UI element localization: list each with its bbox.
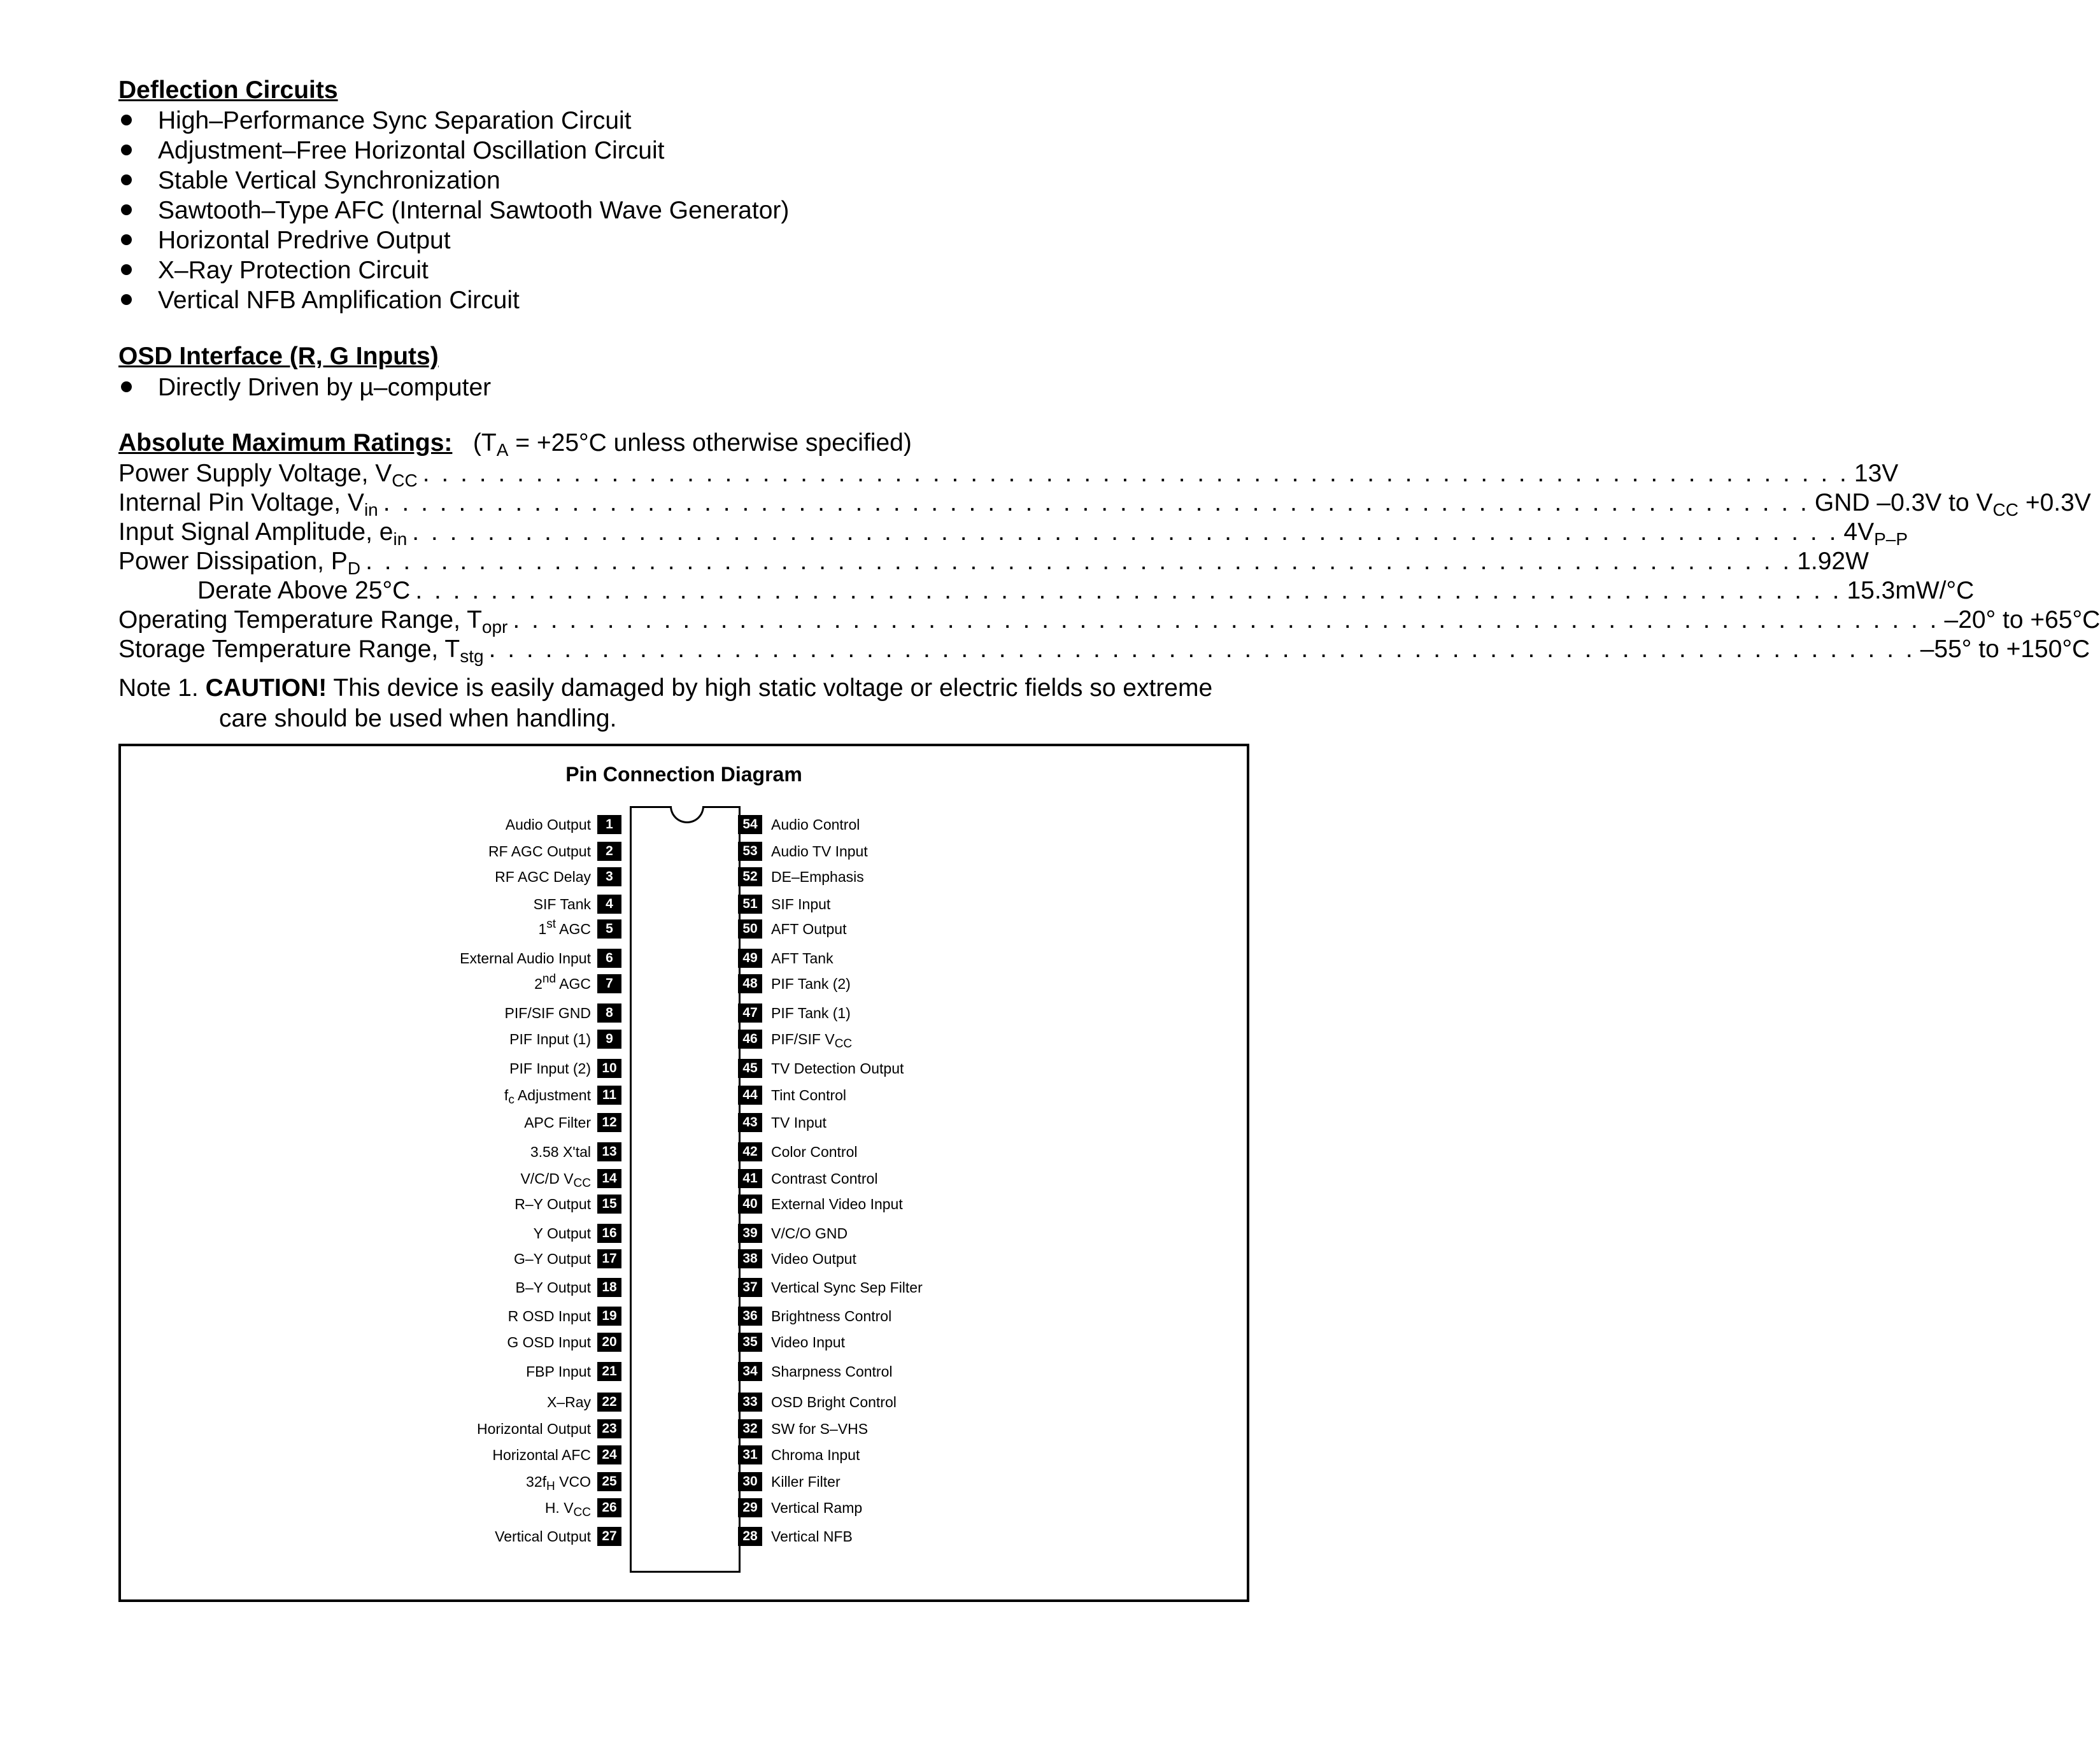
pin-18: [516, 1278, 622, 1297]
pin-label: Audio Output: [505, 816, 591, 833]
pin-label: Y Output: [533, 1224, 591, 1242]
pin-number: 36: [738, 1307, 762, 1326]
pin-label: AFT Output: [771, 920, 847, 937]
pin-label: SIF Input: [771, 895, 831, 912]
pin-label: PIF Tank (1): [771, 1004, 851, 1021]
pin-52: [738, 867, 864, 886]
pin-label: Video Output: [771, 1250, 856, 1267]
pin-number: 39: [738, 1224, 762, 1243]
bullet-icon: [121, 174, 132, 185]
pin-46: [738, 1030, 852, 1049]
pin-label: Audio Control: [771, 816, 860, 833]
pin-number: 23: [597, 1419, 621, 1438]
bullet-icon: [121, 115, 132, 125]
pin-number: 35: [738, 1333, 762, 1352]
pin-53: [738, 842, 868, 861]
pin-40: [738, 1195, 903, 1214]
pin-number: 2: [597, 842, 621, 861]
pin-number: 13: [597, 1142, 621, 1161]
pin-19: [508, 1307, 621, 1326]
pin-49: [738, 949, 834, 968]
pin-number: 45: [738, 1059, 762, 1078]
leader-dots: . . . . . . . . . . . . . . . . . . . . . . . . . . . . . . . . . . . . . . . . . . . . . . . . . . . . . . . . . . . . . . . . . . . . . . . . . . . .: [415, 577, 1842, 604]
pin-label: Color Control: [771, 1143, 858, 1160]
pin-number: 16: [597, 1224, 621, 1243]
pin1-notch-icon: [670, 806, 704, 823]
ratings-condition: ($T_A = +25^\circ C$ unless otherwise specified): [472, 429, 912, 460]
pin-47: [738, 1003, 851, 1023]
pin-4: [534, 895, 621, 914]
pin-number: 33: [738, 1393, 762, 1412]
pin-number: 19: [597, 1307, 621, 1326]
list-item: High–Performance Sync Separation Circuit: [118, 106, 789, 136]
list-item: X–Ray Protection Circuit: [118, 255, 789, 285]
pin-label: B–Y Output: [515, 1279, 591, 1296]
pin-number: 42: [738, 1142, 762, 1161]
pin-number: 37: [738, 1278, 762, 1297]
ratings-heading-line: [118, 429, 912, 460]
bullet-icon: [121, 294, 132, 305]
pin-number: 31: [738, 1445, 762, 1464]
pin-label: SW for S–VHS: [771, 1420, 869, 1437]
pin-number: 52: [738, 867, 762, 886]
pin-1: [506, 815, 621, 834]
pin-label: RF AGC Delay: [495, 868, 591, 885]
pin-number: 48: [738, 974, 762, 993]
pin-41: [738, 1169, 877, 1188]
pin-label: G–Y Output: [513, 1250, 591, 1267]
pin-23: [477, 1419, 621, 1438]
pin-label: APC Filter: [524, 1114, 591, 1131]
pin-number: 47: [738, 1003, 762, 1023]
pin-number: 46: [738, 1030, 762, 1049]
pin-28: [738, 1527, 853, 1546]
pin-label: Brightness Control: [771, 1307, 892, 1324]
pin-number: 14: [597, 1169, 621, 1188]
pin-27: [495, 1527, 621, 1546]
pin-43: [738, 1113, 827, 1132]
bullet-icon: [121, 234, 132, 245]
pin-15: [514, 1195, 621, 1214]
pin-number: 50: [738, 919, 762, 939]
pin-31: [738, 1445, 860, 1464]
list-item: Vertical NFB Amplification Circuit: [118, 285, 789, 315]
rating-row-operating-temp: Operating Temperature Range, $T_{opr}$ . . . . . . . . . . . . . . . . . . . . . . . . . . . . . . . . . . . . . . . . . . . . . . . . . . . . . . . . . . . . . . . . . . . . . . . . . . . . –20° to +65°C: [118, 606, 2100, 637]
pin-34: [738, 1362, 893, 1381]
pin-label: Horizontal Output: [477, 1420, 591, 1437]
pin-number: 40: [738, 1195, 762, 1214]
pin-12: [524, 1113, 621, 1132]
pin-number: 41: [738, 1169, 762, 1188]
pin-label: TV Input: [771, 1114, 827, 1131]
leader-dots: . . . . . . . . . . . . . . . . . . . . . . . . . . . . . . . . . . . . . . . . . . . . . . . . . . . . . . . . . . . . . . . . . . . . . . . . . . . .: [365, 548, 1792, 575]
pin-label: 1st AGC: [538, 917, 591, 937]
pin-label: Killer Filter: [771, 1473, 841, 1490]
list-item: Adjustment–Free Horizontal Oscillation Circuit: [118, 136, 789, 166]
bullet-icon: [121, 381, 132, 392]
pin-48: [738, 974, 851, 993]
leader-dots: . . . . . . . . . . . . . . . . . . . . . . . . . . . . . . . . . . . . . . . . . . . . . . . . . . . . . . . . . . . . . . . . . . . . . . . . . . . .: [488, 635, 1915, 663]
pin-number: 15: [597, 1195, 621, 1214]
pin-number: 1: [597, 815, 621, 834]
pin-number: 9: [597, 1030, 621, 1049]
rating-row-derate: Derate Above 25°C . . . . . . . . . . . . . . . . . . . . . . . . . . . . . . . . . . . . . . . . . . . . . . . . . . . . . . . . . . . . . . . . . . . . . . . . . . . . 15.3mW/°C: [197, 577, 1975, 604]
pin-22: [547, 1393, 621, 1412]
bullet-icon: [121, 145, 132, 155]
bullet-icon: [121, 204, 132, 215]
pin-label: R OSD Input: [507, 1307, 591, 1324]
pin-number: 5: [597, 919, 621, 939]
pin-3: [495, 867, 621, 886]
pin-connection-diagram: [118, 744, 1249, 1602]
list-item: Stable Vertical Synchronization: [118, 166, 789, 195]
pin-number: 26: [597, 1498, 621, 1517]
rating-row-power-dissipation: Power Dissipation, $P_D$ . . . . . . . . . . . . . . . . . . . . . . . . . . . . . . . . . . . . . . . . . . . . . . . . . . . . . . . . . . . . . . . . . . . . . . . . . . . . 1.92W: [118, 548, 1869, 578]
caution-label: CAUTION!: [205, 674, 327, 702]
bullet-icon: [121, 264, 132, 275]
deflection-heading: Deflection Circuits: [118, 76, 338, 104]
pin-26: [545, 1498, 621, 1517]
pin-number: 32: [738, 1419, 762, 1438]
pin-6: [460, 949, 621, 968]
pin-number: 11: [597, 1086, 621, 1105]
pin-number: 54: [738, 815, 762, 834]
pin-label: V/C/O GND: [771, 1224, 848, 1242]
pin-54: [738, 815, 860, 834]
pin-number: 8: [597, 1003, 621, 1023]
leader-dots: . . . . . . . . . . . . . . . . . . . . . . . . . . . . . . . . . . . . . . . . . . . . . . . . . . . . . . . . . . . . . . . . . . . . . . . . . . . .: [412, 518, 1839, 546]
pin-label: FBP Input: [526, 1363, 591, 1380]
pin-label: Contrast Control: [771, 1170, 878, 1187]
leader-dots: . . . . . . . . . . . . . . . . . . . . . . . . . . . . . . . . . . . . . . . . . . . . . . . . . . . . . . . . . . . . . . . . . . . . . . . . . . . .: [422, 460, 1849, 487]
pin-number: 49: [738, 949, 762, 968]
pin-label: Audio TV Input: [771, 842, 868, 860]
pin-label: $f_c$ Adjustment: [504, 1086, 591, 1107]
rating-row-power-supply: Power Supply Voltage, $V_{CC}$ . . . . . . . . . . . . . . . . . . . . . . . . . . . . . . . . . . . . . . . . . . . . . . . . . . . . . . . . . . . . . . . . . . . . . . . . . . . . 13V: [118, 460, 1899, 490]
pin-number: 18: [597, 1278, 621, 1297]
pin-44: [738, 1086, 846, 1105]
pin-label: PIF Input (2): [509, 1060, 591, 1077]
pin-24: [492, 1445, 621, 1464]
pin-10: [509, 1059, 621, 1078]
pin-label: V/C/D $V_{CC}$: [520, 1170, 591, 1190]
pin-number: 21: [597, 1362, 621, 1381]
pin-11: [504, 1086, 621, 1105]
pin-number: 30: [738, 1472, 762, 1491]
pin-51: [738, 895, 830, 914]
pin-20: [507, 1333, 621, 1352]
pin-label: DE–Emphasis: [771, 868, 864, 885]
pin-number: 20: [597, 1333, 621, 1352]
pin-label: Vertical Sync Sep Filter: [771, 1279, 923, 1296]
pin-17: [514, 1249, 621, 1268]
pin-number: 25: [597, 1472, 621, 1491]
pin-label: Video Input: [771, 1333, 845, 1350]
osd-list: [118, 372, 491, 402]
pin-5: [538, 919, 621, 939]
pin-number: 34: [738, 1362, 762, 1381]
pin-label: 3.58 X'tal: [530, 1143, 591, 1160]
pin-50: [738, 919, 846, 939]
pin-label: Vertical Output: [495, 1528, 591, 1545]
deflection-list: [118, 106, 789, 315]
pin-label: OSD Bright Control: [771, 1393, 897, 1410]
pin-number: 12: [597, 1113, 621, 1132]
pin-label: PIF/SIF GND: [504, 1004, 591, 1021]
pin-label: External Audio Input: [460, 949, 591, 967]
pin-16: [534, 1224, 621, 1243]
pin-label: Chroma Input: [771, 1446, 860, 1463]
pin-number: 22: [597, 1393, 621, 1412]
pin-number: 51: [738, 895, 762, 914]
osd-heading: OSD Interface (R, G Inputs): [118, 343, 439, 370]
pin-label: Vertical Ramp: [771, 1499, 863, 1516]
pin-label: External Video Input: [771, 1195, 903, 1212]
list-item: Horizontal Predrive Output: [118, 225, 789, 255]
pin-number: 38: [738, 1249, 762, 1268]
pin-label: H. $V_{CC}$: [544, 1499, 591, 1519]
pin-number: 28: [738, 1527, 762, 1546]
pin-33: [738, 1393, 897, 1412]
pin-2: [488, 842, 621, 861]
pin-number: 53: [738, 842, 762, 861]
rating-row-storage-temp: Storage Temperature Range, $T_{stg}$ . . . . . . . . . . . . . . . . . . . . . . . . . . . . . . . . . . . . . . . . . . . . . . . . . . . . . . . . . . . . . . . . . . . . . . . . . . . . –55° to +150°C: [118, 635, 2090, 666]
pin-number: 29: [738, 1498, 762, 1517]
pin-45: [738, 1059, 904, 1078]
pin-label: Sharpness Control: [771, 1363, 893, 1380]
caution-note-cont: care should be used when handling.: [219, 705, 617, 732]
pin-label: SIF Tank: [533, 895, 591, 912]
pin-label: 2nd AGC: [534, 972, 591, 992]
rating-row-input-signal: Input Signal Amplitude, $e_{in}$ . . . . . . . . . . . . . . . . . . . . . . . . . . . . . . . . . . . . . . . . . . . . . . . . . . . . . . . . . . . . . . . . . . . . . . . . . . . . $4V_{P-P}$: [118, 518, 1908, 549]
ic-package: [630, 806, 741, 1573]
pin-7: [534, 974, 621, 993]
ratings-heading: Absolute Maximum Ratings:: [118, 429, 453, 457]
pin-number: 17: [597, 1249, 621, 1268]
pin-29: [738, 1498, 862, 1517]
pin-8: [505, 1003, 621, 1023]
pin-37: [738, 1278, 923, 1297]
pin-42: [738, 1142, 858, 1161]
pin-13: [530, 1142, 621, 1161]
pin-label: AFT Tank: [771, 949, 834, 967]
caution-note: Note 1. CAUTION! This device is easily damaged by high static voltage or electric fields so extreme: [118, 674, 1213, 702]
pin-label: X–Ray: [546, 1393, 591, 1410]
pin-number: 43: [738, 1113, 762, 1132]
rating-row-internal-pin: Internal Pin Voltage, $V_{in}$ . . . . . . . . . . . . . . . . . . . . . . . . . . . . . . . . . . . . . . . . . . . . . . . . . . . . . . . . . . . . . . . . . . . . . . . . . . . . GND –0.3V to $V_{CC} +0.3V$: [118, 489, 2091, 520]
pin-number: 24: [597, 1445, 621, 1464]
pin-25: [526, 1472, 621, 1491]
leader-dots: . . . . . . . . . . . . . . . . . . . . . . . . . . . . . . . . . . . . . . . . . . . . . . . . . . . . . . . . . . . . . . . . . . . . . . . . . . . .: [513, 606, 1940, 634]
pin-38: [738, 1249, 856, 1268]
pin-number: 10: [597, 1059, 621, 1078]
pin-label: RF AGC Output: [488, 842, 591, 860]
pin-39: [738, 1224, 848, 1243]
pin-32: [738, 1419, 868, 1438]
pin-label: PIF/SIF $V_{CC}$: [771, 1030, 853, 1051]
pin-number: 4: [597, 895, 621, 914]
pin-number: 27: [597, 1527, 621, 1546]
pin-number: 3: [597, 867, 621, 886]
list-item: Directly Driven by µ–computer: [118, 372, 491, 402]
pin-label: Horizontal AFC: [492, 1446, 591, 1463]
pin-9: [509, 1030, 621, 1049]
leader-dots: . . . . . . . . . . . . . . . . . . . . . . . . . . . . . . . . . . . . . . . . . . . . . . . . . . . . . . . . . . . . . . . . . . . . . . . . . . . .: [383, 489, 1810, 516]
pin-number: 44: [738, 1086, 762, 1105]
pin-label: Tint Control: [771, 1086, 847, 1103]
pin-label: G OSD Input: [507, 1333, 591, 1350]
pin-14: [520, 1169, 621, 1188]
pin-label: Vertical NFB: [771, 1528, 853, 1545]
pin-label: $32f_H$ VCO: [526, 1473, 591, 1493]
pin-21: [526, 1362, 621, 1381]
pin-number: 6: [597, 949, 621, 968]
pin-30: [738, 1472, 841, 1491]
pin-label: PIF Tank (2): [771, 975, 851, 992]
pin-label: TV Detection Output: [771, 1060, 904, 1077]
pin-number: 7: [597, 974, 621, 993]
diagram-title: Pin Connection Diagram: [565, 763, 802, 786]
pin-label: PIF Input (1): [509, 1030, 591, 1047]
pin-label: R–Y Output: [514, 1195, 591, 1212]
pin-36: [738, 1307, 891, 1326]
pin-35: [738, 1333, 845, 1352]
list-item: Sawtooth–Type AFC (Internal Sawtooth Wave Generator): [118, 195, 789, 225]
